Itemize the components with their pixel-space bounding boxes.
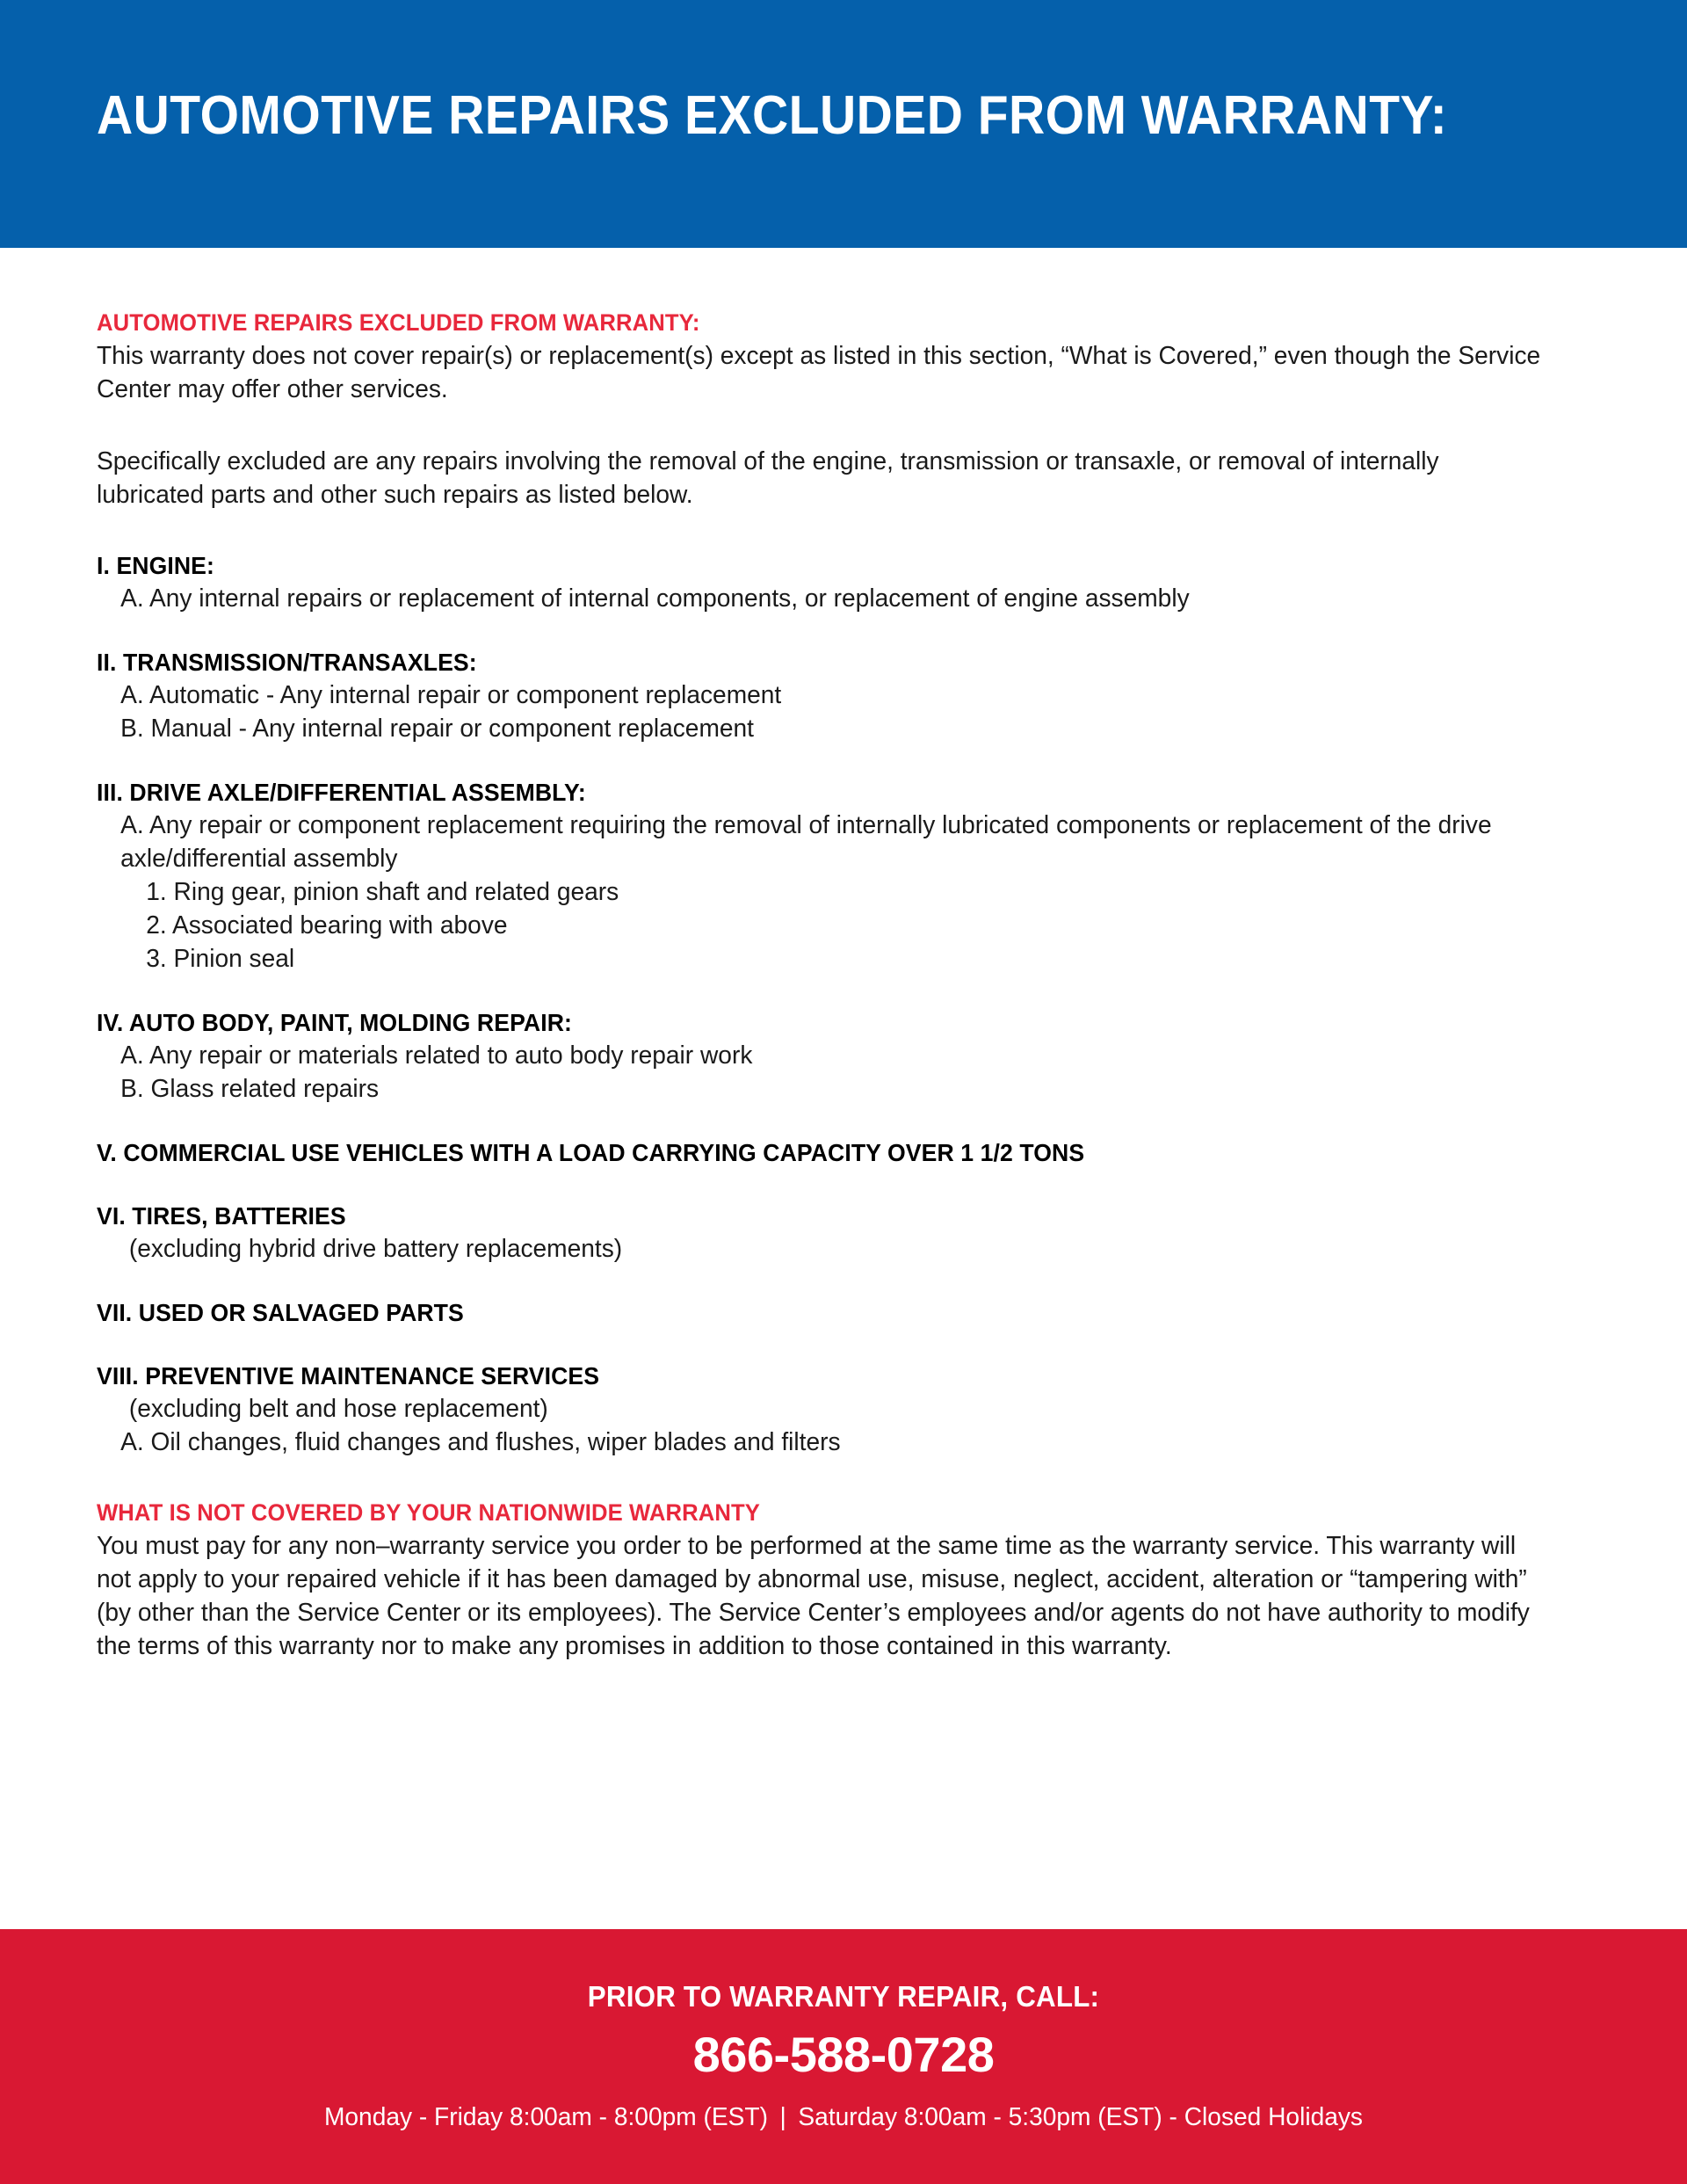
list-item: B. Glass related repairs (120, 1075, 380, 1103)
footer-phone-number[interactable]: 866-588-0728 (692, 2027, 995, 2082)
spacer (97, 1459, 1595, 1498)
section-heading-transmission: II. TRANSMISSION/TRANSAXLES: (97, 649, 477, 676)
intro-heading: AUTOMOTIVE REPAIRS EXCLUDED FROM WARRANTY: (97, 309, 700, 336)
not-covered-paragraph: You must pay for any non–warranty service you order to be performed at the same time as the warranty service. This warranty will not apply to your repaired vehicle if it has been damaged by abnormal use, misuse, neglect, accident, alteration or “tampering with” (by other than the Service Center or its employees). The Service Center’s employees and/or agents do not have authority to modify the terms of this warranty nor to make any promises in addition to those contained in this warranty. (97, 1532, 1530, 1660)
footer-hours-weekday: Monday - Friday 8:00am - 8:00pm (EST) (323, 2103, 768, 2131)
footer-hours-weekend: Saturday 8:00am - 5:30pm (EST) - Closed Holidays (798, 2103, 1364, 2131)
list-item: 2. Associated bearing with above (146, 911, 508, 940)
list-item: A. Any repair or materials related to auto body repair work (120, 1041, 753, 1070)
section-heading-auto-body: IV. AUTO BODY, PAINT, MOLDING REPAIR: (97, 1009, 572, 1036)
spacer (97, 1169, 1595, 1201)
document-body (97, 308, 1595, 1663)
spacer (97, 745, 1595, 777)
list-item: A. Any repair or component replacement requiring the removal of internally lubricated components or replacement of the drive axle/differential assembly (120, 811, 1492, 873)
spacer (97, 406, 1595, 445)
section-heading-commercial-use: V. COMMERCIAL USE VEHICLES WITH A LOAD CARRYING CAPACITY OVER 1 1/2 TONS (97, 1139, 1085, 1166)
spacer (97, 1106, 1595, 1137)
spacer (97, 1266, 1595, 1297)
footer-hours-separator: | (779, 2103, 786, 2131)
list-item: A. Automatic - Any internal repair or component replacement (120, 681, 782, 709)
list-item: 3. Pinion seal (146, 945, 295, 973)
section-note: (excluding hybrid drive battery replacements) (128, 1235, 623, 1263)
page-footer-banner (0, 1929, 1687, 2184)
spacer (97, 615, 1595, 647)
section-note: (excluding belt and hose replacement) (128, 1395, 548, 1423)
spacer (97, 512, 1595, 550)
section-heading-tires-batteries: VI. TIRES, BATTERIES (97, 1202, 346, 1230)
section-heading-engine: I. ENGINE: (97, 552, 214, 579)
spacer (97, 1329, 1595, 1360)
list-item: B. Manual - Any internal repair or component replacement (120, 715, 754, 743)
list-item: 1. Ring gear, pinion shaft and related gears (146, 878, 619, 906)
list-item: A. Any internal repairs or replacement of internal components, or replacement of engine assembly (120, 584, 1190, 613)
section-heading-preventive-maintenance: VIII. PREVENTIVE MAINTENANCE SERVICES (97, 1362, 600, 1389)
not-covered-heading: WHAT IS NOT COVERED BY YOUR NATIONWIDE WARRANTY (97, 1499, 760, 1526)
intro-paragraph-2: Specifically excluded are any repairs involving the removal of the engine, transmission or transaxle, or removal of internally lubricated parts and other such repairs as listed below. (97, 447, 1439, 509)
section-heading-used-parts: VII. USED OR SALVAGED PARTS (97, 1299, 464, 1326)
footer-callout-text: PRIOR TO WARRANTY REPAIR, CALL: (587, 1980, 1100, 2013)
page-header-banner (0, 0, 1687, 248)
spacer (97, 976, 1595, 1007)
footer-hours (25, 2083, 1662, 2134)
section-heading-drive-axle: III. DRIVE AXLE/DIFFERENTIAL ASSEMBLY: (97, 779, 586, 806)
list-item: A. Oil changes, fluid changes and flushes, wiper blades and filters (120, 1428, 841, 1456)
intro-paragraph-1: This warranty does not cover repair(s) or replacement(s) except as listed in this section, “What is Covered,” even though the Service Center may offer other services. (97, 342, 1541, 403)
page-title: AUTOMOTIVE REPAIRS EXCLUDED FROM WARRANTY: (97, 85, 1448, 146)
